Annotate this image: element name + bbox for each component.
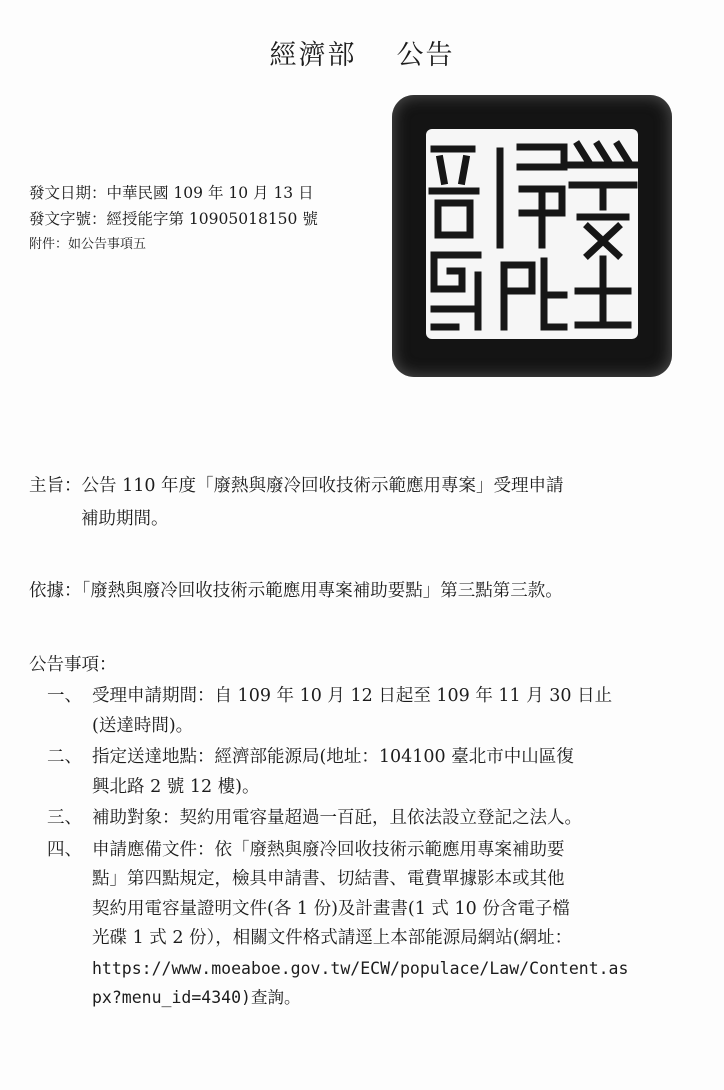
subject-label: 主旨： — [29, 476, 82, 496]
subject-line-2: 補助期間。 — [81, 509, 169, 529]
item-line: 點」第四點規定，檢具申請書、切結書、電費單據影本或其他 — [92, 869, 565, 889]
item-line: 光碟 1 式 2 份），相關文件格式請逕上本部能源局網站(網址： — [92, 928, 573, 948]
subject-line-1: 公告 110 年度「廢熱與廢冷回收技術示範應用專案」受理申請 — [81, 476, 564, 496]
announcement-heading: 公告事項： — [29, 655, 117, 675]
item-line: (送達時間)。 — [92, 715, 194, 736]
list-item — [47, 682, 707, 741]
item-line: 指定送達地點：經濟部能源局(地址：104100 臺北市中山區復 — [92, 747, 574, 767]
issue-date: 發文日期：中華民國 109 年 10 月 13 日 — [29, 184, 314, 202]
document-number: 發文字號：經授能字第 10905018150 號 — [29, 210, 318, 228]
item-number: 一、 — [47, 686, 82, 706]
item-number: 三、 — [47, 808, 82, 828]
document-title — [0, 33, 724, 72]
list-item — [47, 836, 707, 1013]
item-line: 興北路 2 號 12 樓)。 — [92, 776, 260, 797]
item-number: 四、 — [47, 839, 82, 860]
item-line: 受理申請期間：自 109 年 10 月 12 日起至 109 年 11 月 30 日止 — [92, 686, 613, 706]
item-line: 補助對象：契約用電容量超過一百瓩，且依法設立登記之法人。 — [92, 808, 582, 828]
seal-glyphs — [392, 95, 672, 377]
basis-section: 依據：「廢熱與廢冷回收技術示範應用專案補助要點」第三點第三款。 — [29, 581, 563, 601]
item-line: 契約用電容量證明文件(各 1 份)及計畫書(1 式 10 份含電子檔 — [92, 898, 570, 919]
document-meta — [29, 180, 318, 258]
website-url-line[interactable]: https://www.moeaboe.gov.tw/ECW/populace/Law/Content.as — [92, 958, 629, 978]
official-seal-icon — [392, 95, 672, 377]
item-number: 二、 — [47, 747, 82, 767]
announcement-items — [47, 682, 707, 1015]
issuing-org: 經濟部 — [269, 40, 357, 71]
item-line: 申請應備文件：依「廢熱與廢冷回收技術示範應用專案補助要 — [92, 839, 565, 860]
list-item — [47, 743, 707, 802]
document-type: 公告 — [396, 40, 455, 71]
list-item — [47, 804, 707, 834]
attachment-note: 附件：如公告事項五 — [29, 237, 147, 252]
subject-section — [29, 470, 709, 536]
website-url-line[interactable]: px?menu_id=4340)查詢。 — [92, 988, 301, 1007]
